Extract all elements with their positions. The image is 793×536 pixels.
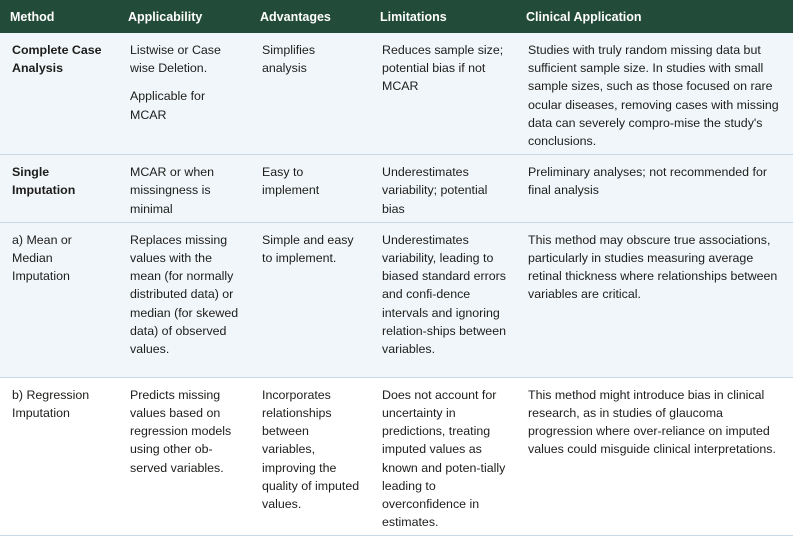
advantages-cell: Incorporates relationships between variables, improving the quality of imputed values. [250, 377, 370, 536]
header-limitations: Limitations [370, 0, 516, 33]
advantages-cell: Easy to implement [250, 155, 370, 223]
header-method: Method [0, 0, 118, 33]
header-clinical-application: Clinical Application [516, 0, 793, 33]
applicability-text: Replaces missing values with the mean (for normally distributed data) or median (for skewed data) of observed values. [130, 232, 239, 357]
method-cell: Complete Case Analysis [0, 33, 118, 155]
limitations-cell: Underestimates variability, leading to biased standard errors and confi-dence intervals and ignoring relation-ships between variables. [370, 222, 516, 377]
clinical-application-cell: Preliminary analyses; not recommended for final analysis [516, 155, 793, 223]
table-row [0, 33, 793, 155]
limitations-cell: Underestimates variability; potential bias [370, 155, 516, 223]
table-row [0, 377, 793, 536]
method-cell: b) Regression Imputation [0, 377, 118, 536]
header-advantages: Advantages [250, 0, 370, 33]
table-row [0, 155, 793, 223]
clinical-application-cell: Studies with truly random missing data but sufficient sample size. In studies with small sample sizes, such as those focused on rare ocular diseases, removing cases with missing data can severely compro-mise the study's conclusions. [516, 33, 793, 155]
applicability-text: Applicable for MCAR [130, 89, 206, 122]
method-cell: a) Mean or Median Imputation [0, 222, 118, 377]
applicability-cell [118, 155, 250, 223]
header-applicability: Applicability [118, 0, 250, 33]
limitations-cell: Does not account for uncertainty in predictions, treating imputed values as known and poten-tially leading to overconfidence in estimates. [370, 377, 516, 536]
clinical-application-cell: This method might introduce bias in clinical research, as in studies of glaucoma progression where over-reliance on imputed values could misguide clinical interpretations. [516, 377, 793, 536]
applicability-cell [118, 377, 250, 536]
applicability-cell [118, 33, 250, 155]
header-row [0, 0, 793, 33]
clinical-application-cell: This method may obscure true associations, particularly in studies measuring average retinal thickness where relationships between variables are critical. [516, 222, 793, 377]
applicability-text: Listwise or Case wise Deletion. [130, 43, 221, 76]
applicability-text: Predicts missing values based on regression models using other ob-served variables. [130, 387, 232, 475]
applicability-cell [118, 222, 250, 377]
applicability-text: MCAR or when missingness is minimal [130, 165, 215, 216]
advantages-cell: Simplifies analysis [250, 33, 370, 155]
advantages-cell: Simple and easy to implement. [250, 222, 370, 377]
table-body [0, 33, 793, 536]
table-row [0, 222, 793, 377]
limitations-cell: Reduces sample size; potential bias if not MCAR [370, 33, 516, 155]
table-header [0, 0, 793, 33]
method-cell: Single Imputation [0, 155, 118, 223]
